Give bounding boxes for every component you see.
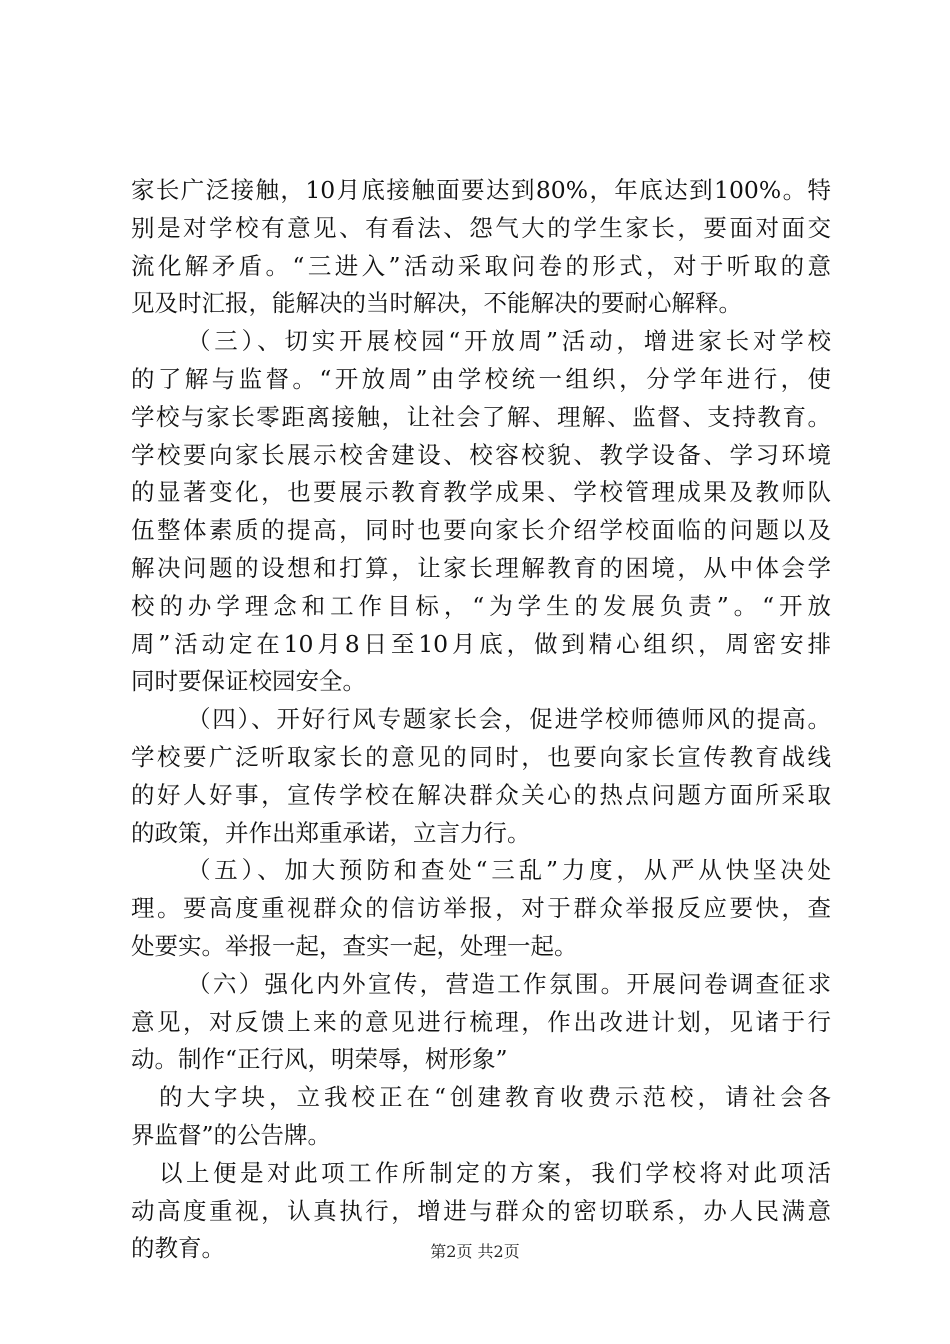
- body-line: 动。制作“正行风，明荣辱，树形象”: [131, 1045, 508, 1074]
- body-line: 的显著变化，也要展示教育教学成果、学校管理成果及教师队: [131, 478, 831, 507]
- body-line: 见及时汇报，能解决的当时解决，不能解决的要耐心解释。: [131, 289, 742, 318]
- body-line: 的好人好事，宣传学校在解决群众关心的热点问题方面所采取: [131, 780, 831, 809]
- page-number-footer: 第2页 共2页: [430, 1242, 520, 1261]
- body-line: 理。要高度重视群众的信访举报，对于群众举报反应要快，查: [131, 894, 831, 923]
- body-line: 家长广泛接触，10月底接触面要达到80%，年底达到100%。特: [131, 176, 831, 204]
- body-line: 意见，对反馈上来的意见进行梳理，作出改进计划，见诸于行: [131, 1007, 831, 1036]
- section-5-first-line: （五）、加大预防和查处“三乱”力度，从严从快坚决处: [187, 856, 831, 885]
- body-line: 学校要向家长展示校舍建设、校容校貌、教学设备、学习环境: [131, 440, 831, 469]
- body-line: 的了解与监督。“开放周”由学校统一组织，分学年进行，使: [131, 364, 831, 393]
- body-line: 动高度重视，认真执行，增进与群众的密切联系，办人民满意: [131, 1196, 831, 1225]
- body-line: 解决问题的设想和打算，让家长理解教育的困境，从中体会学: [131, 553, 831, 582]
- body-line: 流化解矛盾。“三进入”活动采取问卷的形式，对于听取的意: [131, 251, 831, 280]
- conclusion-first-line: 以上便是对此项工作所制定的方案，我们学校将对此项活: [159, 1158, 831, 1187]
- body-line: 别是对学校有意见、有看法、怨气大的学生家长，要面对面交: [131, 213, 831, 242]
- body-line: 伍整体素质的提高，同时也要向家长介绍学校面临的问题以及: [131, 516, 831, 545]
- body-line: 的政策，并作出郑重承诺，立言力行。: [131, 818, 531, 847]
- document-body: [131, 172, 831, 1268]
- body-line: 的大字块，立我校正在“创建教育收费示范校，请社会各: [159, 1083, 831, 1112]
- body-line: 同时要保证校园安全。: [131, 667, 366, 696]
- body-line: 处要实。举报一起，查实一起，处理一起。: [131, 931, 578, 960]
- body-line: 界监督”的公告牌。: [131, 1120, 332, 1149]
- body-line: 学校要广泛听取家长的意见的同时，也要向家长宣传教育战线: [131, 742, 831, 771]
- section-3-first-line: （三）、切实开展校园“开放周”活动，增进家长对学校: [187, 327, 831, 356]
- body-line: 学校与家长零距离接触，让社会了解、理解、监督、支持教育。: [131, 402, 831, 431]
- body-line: 周”活动定在10月8日至10月底，做到精心组织，周密安排: [131, 629, 831, 658]
- section-6-first-line: （六）强化内外宣传，营造工作氛围。开展问卷调查征求: [187, 969, 831, 998]
- section-4-first-line: （四）、开好行风专题家长会，促进学校师德师风的提高。: [187, 705, 831, 734]
- body-line: 校的办学理念和工作目标，“为学生的发展负责”。“开放: [131, 591, 831, 620]
- body-line: 的教育。: [131, 1234, 225, 1263]
